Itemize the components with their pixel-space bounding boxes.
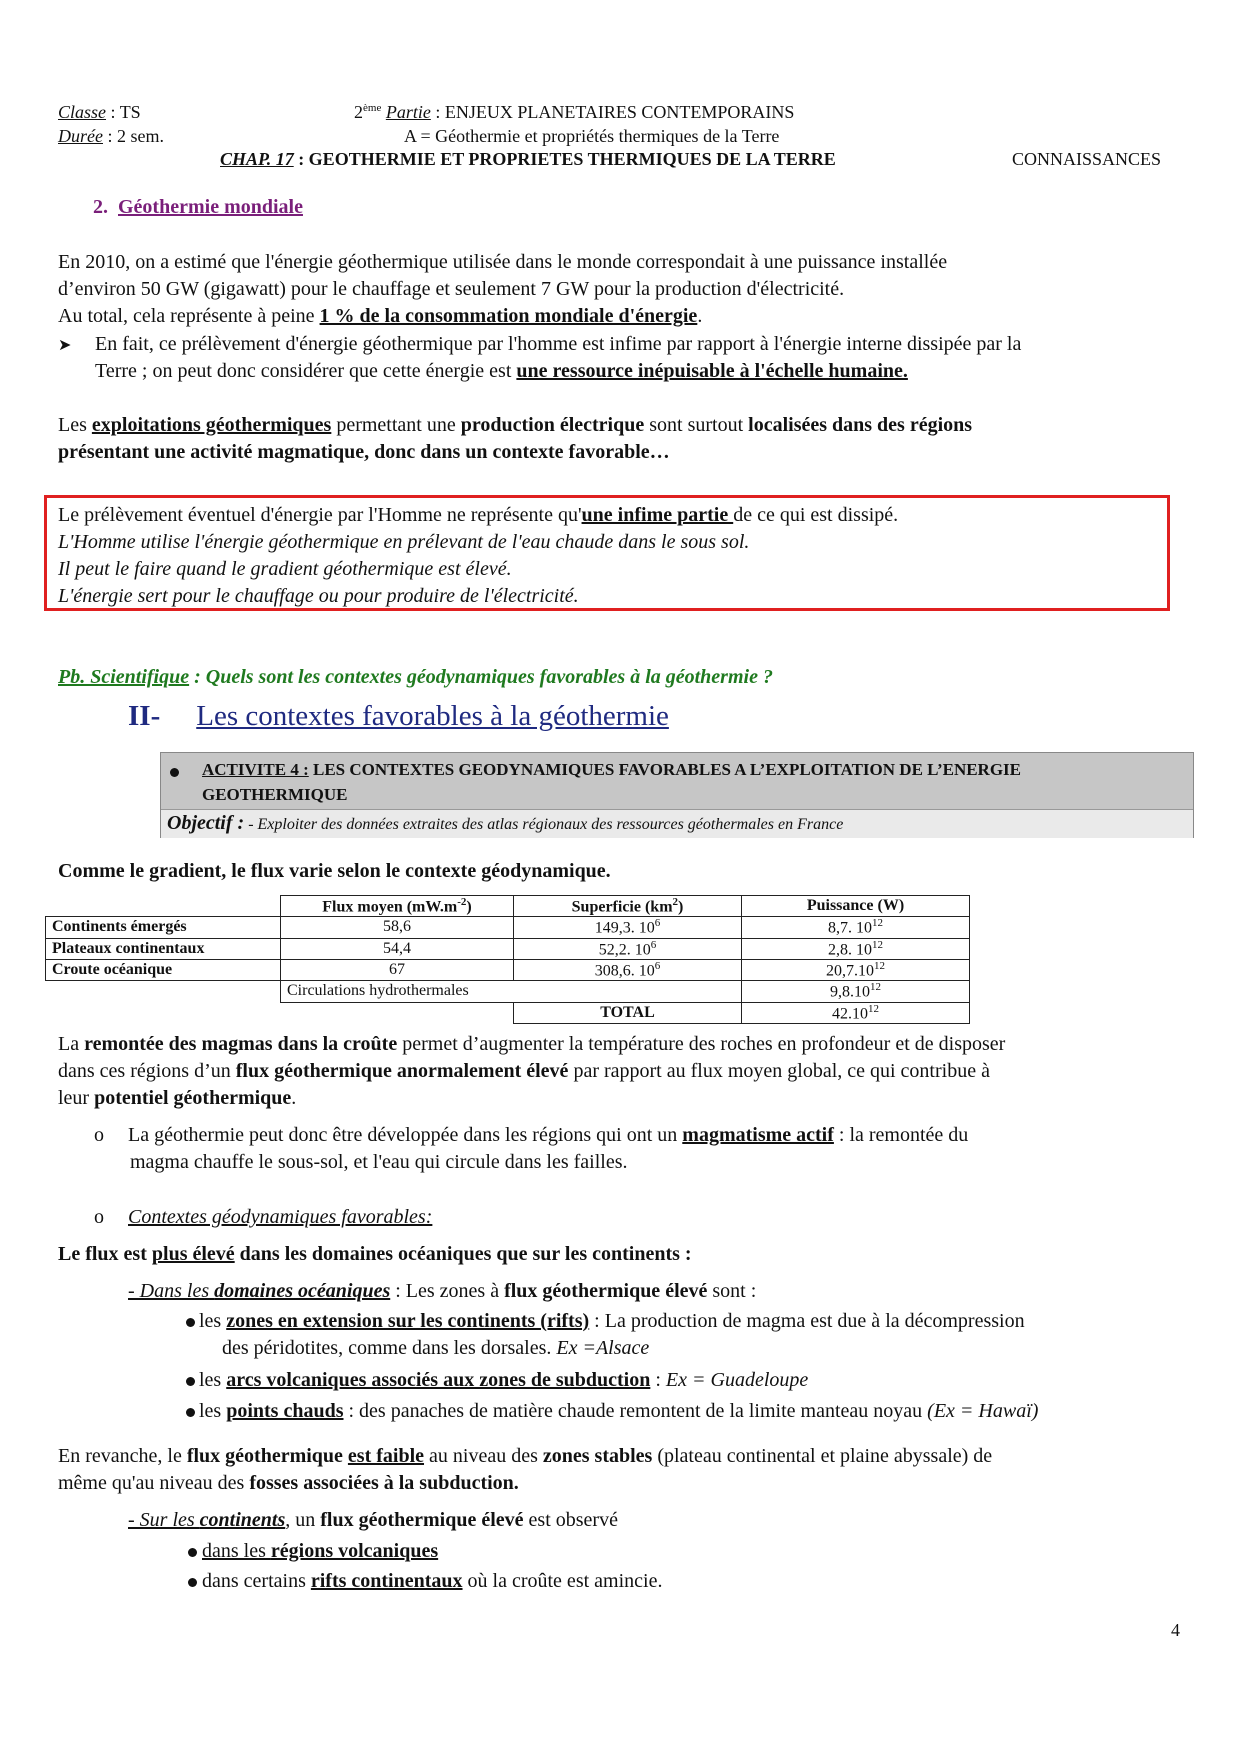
problem-label: Pb. Scientifique <box>58 666 190 688</box>
classe-value: : TS <box>106 102 141 122</box>
paragraph-line: leur potentiel géothermique. <box>58 1087 297 1109</box>
activity-title-line2: GEOTHERMIQUE <box>202 785 348 804</box>
list-item: dans certains rifts continentaux où la croûte est amincie. <box>202 1570 663 1592</box>
page-number: 4 <box>1171 1620 1180 1640</box>
circle-item-line: La géothermie peut donc être développée dans les régions qui ont un magmatisme actif : la remontée du <box>128 1124 969 1146</box>
objective-line: Objectif : - Exploiter des données extraites des atlas régionaux des ressources géothermales en France <box>167 812 844 834</box>
header-subtitle: A = Géothermie et propriétés thermiques de la Terre <box>404 126 780 146</box>
problem-statement: Pb. Scientifique : Quels sont les contextes géodynamiques favorables à la géothermie ? <box>58 666 773 688</box>
paragraph-line: La remontée des magmas dans la croûte permet d’augmenter la température des roches en profondeur et de disposer <box>58 1033 1006 1055</box>
table-row: Croute océanique 67 308,6. $10^6$ 20,7.10$^{12}$ <box>46 959 970 980</box>
chapter-label: CHAP. 17 <box>220 149 294 169</box>
table-row: Continents émergés 58,6 149,3. $10^6$ 8,7. $10^{12}$ <box>46 917 970 938</box>
arrow-bullet-icon: ➤ <box>58 337 72 354</box>
bullet-icon <box>188 1568 199 1595</box>
activity-label: ACTIVITE 4 : <box>202 760 309 779</box>
section-2-title: Géothermie mondiale <box>118 196 303 218</box>
classe-line <box>58 102 141 123</box>
paragraph-line: d’environ 50 GW (gigawatt) pour le chauffage et seulement 7 GW pour la production d'électricité. <box>58 278 845 300</box>
activity-title: ACTIVITE 4 : LES CONTEXTES GEODYNAMIQUES FAVORABLES A L’EXPLOITATION DE L’ENERGIE <box>202 760 1022 779</box>
partie-line: 2ème Partie : ENJEUX PLANETAIRES CONTEMPORAINS <box>354 102 795 122</box>
flux-table <box>45 895 970 1024</box>
paragraph-line: dans ces régions d’un flux géothermique anormalement élevé par rapport au flux moyen global, ce qui contribue à <box>58 1060 990 1082</box>
table-header-row <box>46 896 970 917</box>
bullet-icon <box>170 763 185 781</box>
table-intro: Comme le gradient, le flux varie selon le contexte géodynamique. <box>58 860 611 882</box>
duree-label: Durée <box>58 126 103 146</box>
summary-line: L'énergie sert pour le chauffage ou pour produire de l'électricité. <box>58 585 579 607</box>
classe-label: Classe <box>58 102 107 122</box>
list-item: les arcs volcaniques associés aux zones de subduction : Ex = Guadeloupe <box>199 1369 809 1391</box>
list-item-line: des péridotites, comme dans les dorsales. Ex =Alsace <box>222 1337 650 1359</box>
bullet-icon <box>186 1398 197 1425</box>
oceanic-heading: - Dans les domaines océaniques : Les zones à flux géothermique élevé sont : <box>128 1280 757 1302</box>
column-header: Puissance (W) <box>742 896 970 917</box>
duree-line <box>58 126 164 147</box>
bullet-icon <box>188 1538 199 1565</box>
arrow-item-line: En fait, ce prélèvement d'énergie géothermique par l'homme est infime par rapport à l'énergie interne dissipée par la <box>95 333 1022 355</box>
paragraph-line: présentant une activité magmatique, donc dans un contexte favorable… <box>58 441 670 463</box>
summary-line: Il peut le faire quand le gradient géothermique est élevé. <box>58 558 512 580</box>
table-row: Plateaux continentaux 54,4 52,2. $10^6$ 2,8. $10^{12}$ <box>46 938 970 959</box>
paragraph-line: En 2010, on a estimé que l'énergie géothermique utilisée dans le monde correspondait à une puissance installée <box>58 251 948 273</box>
paragraph-line: même qu'au niveau des fosses associées à la subduction. <box>58 1472 519 1494</box>
table-total-row: TOTAL 42.10$^{12}$ <box>46 1002 970 1023</box>
section-ii-title: Les contextes favorables à la géothermie <box>196 700 669 732</box>
section-2-heading: 2. Géothermie mondiale <box>93 196 303 218</box>
column-header: Flux moyen $(mW.m^{-2})$ <box>281 896 514 917</box>
flux-heading: Le flux est plus élevé dans les domaines océaniques que sur les continents : <box>58 1243 692 1265</box>
circle-item-line: magma chauffe le sous-sol, et l'eau qui circule dans les failles. <box>130 1151 628 1173</box>
circle-item-line: Contextes géodynamiques favorables: <box>128 1206 433 1228</box>
paragraph-line: Au total, cela représente à peine 1 % de la consommation mondiale d'énergie. <box>58 305 703 327</box>
table-row: Circulations hydrothermales 9,8.10$^{12}$ <box>46 981 970 1002</box>
list-item: dans les régions volcaniques <box>202 1540 439 1562</box>
chapter-title: CHAP. 17 : GEOTHERMIE ET PROPRIETES THERMIQUES DE LA TERRE <box>220 149 836 169</box>
arrow-item-line: Terre ; on peut donc considérer que cette énergie est une ressource inépuisable à l'échelle humaine. <box>95 360 908 382</box>
bullet-icon <box>186 1367 197 1394</box>
paragraph-line: En revanche, le flux géothermique est faible au niveau des zones stables (plateau continental et plaine abyssale) de <box>58 1445 993 1467</box>
summary-line: L'Homme utilise l'énergie géothermique en prélevant de l'eau chaude dans le sous sol. <box>58 531 750 553</box>
circle-bullet: o <box>94 1206 104 1228</box>
partie-label: Partie <box>385 102 431 122</box>
column-header: Superficie $(km^2)$ <box>514 896 742 917</box>
continents-heading: - Sur les continents, un flux géothermique élevé est observé <box>128 1509 618 1531</box>
paragraph-line: Les exploitations géothermiques permettant une production électrique sont surtout localisées dans des régions <box>58 414 973 436</box>
list-item: les points chauds : des panaches de matière chaude remontent de la limite manteau noyau (Ex = Hawaï) <box>199 1400 1039 1422</box>
duree-value: : 2 sem. <box>102 126 164 146</box>
objective-label: Objectif : <box>167 812 245 834</box>
partie-value: : ENJEUX PLANETAIRES CONTEMPORAINS <box>430 102 795 122</box>
category-label: CONNAISSANCES <box>1012 149 1162 169</box>
list-item: les zones en extension sur les continents (rifts) : La production de magma est due à la décompression <box>199 1310 1025 1332</box>
bullet-icon <box>186 1308 197 1335</box>
summary-line: Le prélèvement éventuel d'énergie par l'Homme ne représente qu'une infime partie de ce qui est dissipé. <box>58 504 899 526</box>
circle-bullet: o <box>94 1124 104 1146</box>
section-ii-heading: II- Les contextes favorables à la géothermie <box>128 700 669 732</box>
